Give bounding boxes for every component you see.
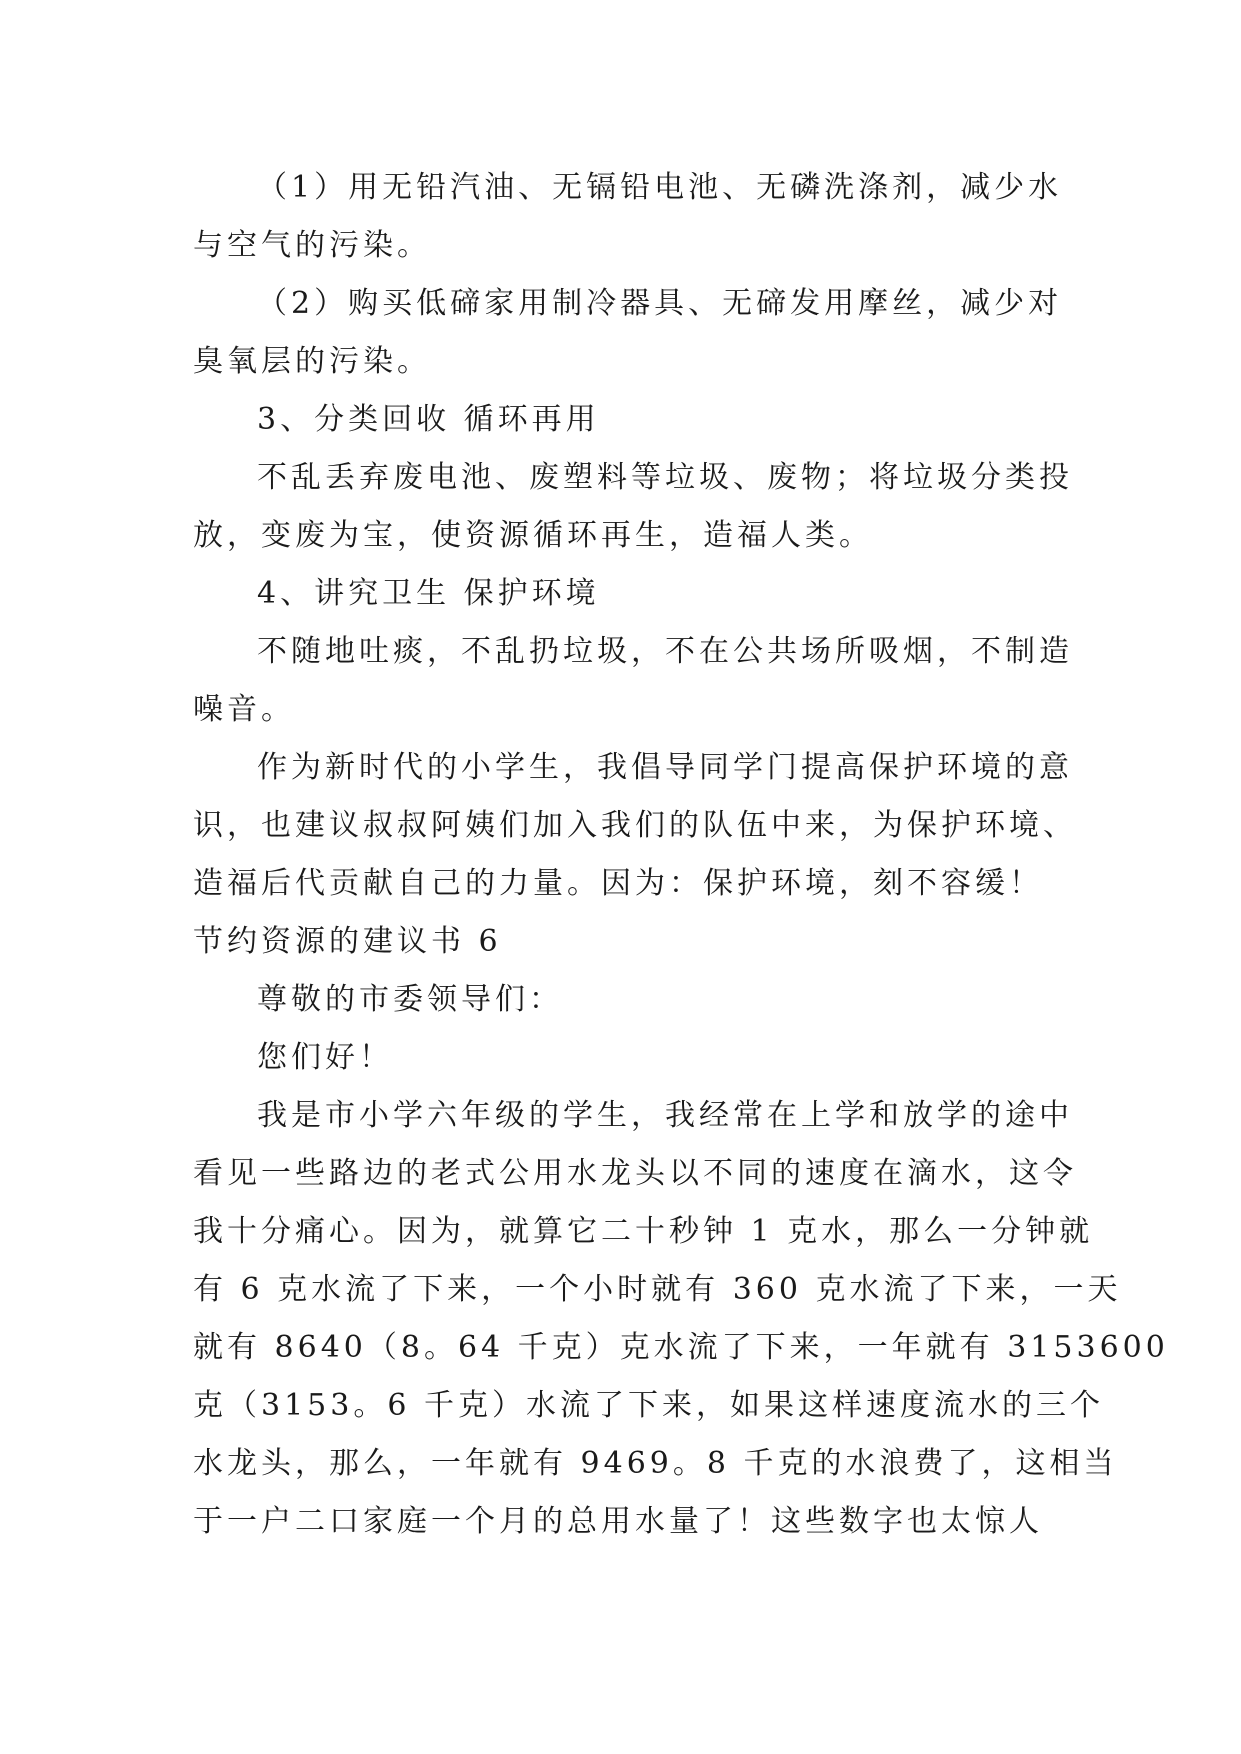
paragraph-line-10: 噪音。 bbox=[193, 692, 295, 727]
greeting: 您们好！ bbox=[257, 1040, 393, 1075]
paragraph-line-11: 作为新时代的小学生，我倡导同学门提高保护环境的意 bbox=[257, 750, 1073, 785]
paragraph-line-21: 就有 8640（8。64 千克）克水流了下来，一年就有 3153600 bbox=[193, 1330, 1169, 1365]
paragraph-line-9: 不随地吐痰，不乱扔垃圾，不在公共场所吸烟，不制造 bbox=[257, 634, 1073, 669]
section-heading-4: 4、讲究卫生 保护环境 bbox=[257, 576, 600, 611]
document-title: 节约资源的建议书 6 bbox=[193, 924, 502, 959]
paragraph-line-1: （1）用无铅汽油、无镉铅电池、无磷洗涤剂，减少水 bbox=[257, 170, 1063, 205]
paragraph-line-22: 克（3153。6 千克）水流了下来，如果这样速度流水的三个 bbox=[193, 1388, 1104, 1423]
section-heading-3: 3、分类回收 循环再用 bbox=[257, 402, 600, 437]
paragraph-line-23: 水龙头，那么，一年就有 9469。8 千克的水浪费了，这相当 bbox=[193, 1446, 1118, 1481]
paragraph-line-7: 放，变废为宝，使资源循环再生，造福人类。 bbox=[193, 518, 873, 553]
paragraph-line-20: 有 6 克水流了下来，一个小时就有 360 克水流了下来，一天 bbox=[193, 1272, 1122, 1307]
paragraph-line-13: 造福后代贡献自己的力量。因为：保护环境，刻不容缓！ bbox=[193, 866, 1043, 901]
salutation: 尊敬的市委领导们： bbox=[257, 982, 563, 1017]
paragraph-line-18: 看见一些路边的老式公用水龙头以不同的速度在滴水，这令 bbox=[193, 1156, 1077, 1191]
paragraph-line-24: 于一户二口家庭一个月的总用水量了！这些数字也太惊人 bbox=[193, 1504, 1043, 1539]
paragraph-line-2: 与空气的污染。 bbox=[193, 228, 431, 263]
paragraph-line-19: 我十分痛心。因为，就算它二十秒钟 1 克水，那么一分钟就 bbox=[193, 1214, 1094, 1249]
paragraph-line-17: 我是市小学六年级的学生，我经常在上学和放学的途中 bbox=[257, 1098, 1073, 1133]
paragraph-line-4: 臭氧层的污染。 bbox=[193, 344, 431, 379]
paragraph-line-3: （2）购买低碲家用制冷器具、无碲发用摩丝，减少对 bbox=[257, 286, 1063, 321]
paragraph-line-6: 不乱丢弃废电池、废塑料等垃圾、废物；将垃圾分类投 bbox=[257, 460, 1073, 495]
paragraph-line-12: 识，也建议叔叔阿姨们加入我们的队伍中来，为保护环境、 bbox=[193, 808, 1077, 843]
